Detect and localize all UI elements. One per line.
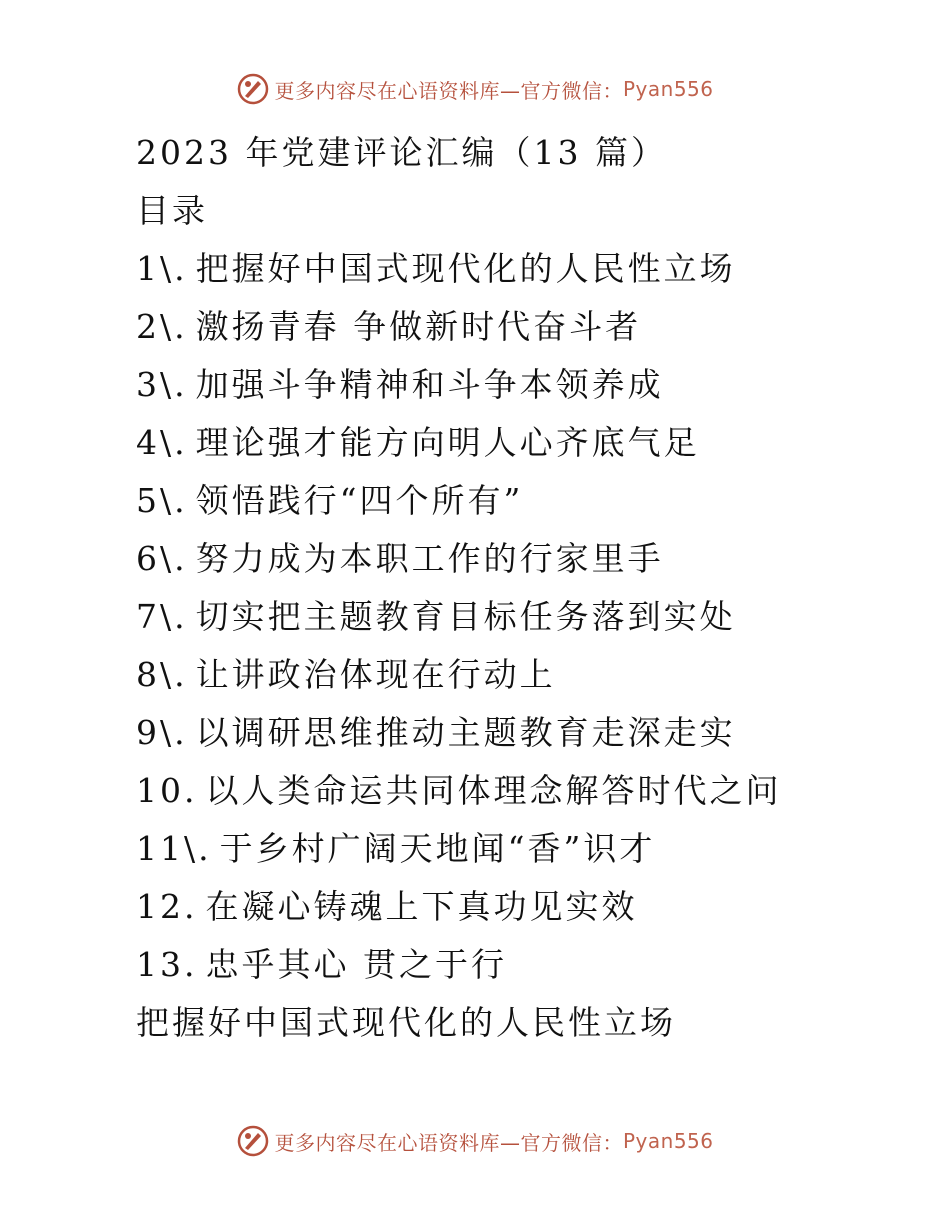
toc-item [136,704,926,762]
toc-item [136,240,926,298]
logo-icon [236,72,270,106]
toc-item [136,472,926,530]
toc-item-number: 12. [136,887,198,926]
toc-item-number: 4\. [136,423,188,462]
document-body [136,124,926,1052]
watermark-footer [0,1124,950,1158]
section-heading: 把握好中国式现代化的人民性立场 [136,1003,676,1042]
watermark-header [0,72,950,106]
watermark-id: Pyan556 [622,1129,714,1153]
toc-item-text: 以调研思维推动主题教育走深走实 [195,713,736,752]
toc-item [136,878,926,936]
toc-item [136,356,926,414]
toc-item [136,530,926,588]
toc-item-text: 以人类命运共同体理念解答时代之问 [205,771,782,810]
toc-item-text: 在凝心铸魂上下真功见实效 [205,887,638,926]
toc-item-text: 理论强才能方向明人心齐底气足 [195,423,700,462]
table-of-contents [136,240,926,994]
watermark-text: 更多内容尽在心语资料库—官方微信： [274,78,623,103]
toc-item-text: 激扬青春 争做新时代奋斗者 [195,307,642,346]
toc-item-text: 切实把主题教育目标任务落到实处 [195,597,736,636]
toc-item-number: 7\. [136,597,188,636]
toc-item [136,820,926,878]
toc-item-text: 于乡村广阔天地闻“香”识才 [219,829,656,868]
toc-item-text: 领悟践行“四个所有” [195,481,524,520]
watermark-text: 更多内容尽在心语资料库—官方微信： [274,1130,623,1155]
toc-item-number: 5\. [136,481,188,520]
logo-icon [236,1124,270,1158]
toc-item-text: 把握好中国式现代化的人民性立场 [195,249,736,288]
watermark-id: Pyan556 [622,77,714,101]
toc-item [136,414,926,472]
toc-item-number: 9\. [136,713,188,752]
document-title: 2023 年党建评论汇编（13 篇） [136,133,667,172]
toc-item-number: 13. [136,945,198,984]
toc-item [136,646,926,704]
toc-heading: 目录 [136,191,208,230]
toc-item-number: 10. [136,771,198,810]
toc-item [136,298,926,356]
toc-item-number: 1\. [136,249,188,288]
toc-item-number: 6\. [136,539,188,578]
toc-item-number: 8\. [136,655,188,694]
toc-item [136,762,926,820]
toc-item-number: 11\. [136,829,212,868]
toc-item-text: 让讲政治体现在行动上 [195,655,556,694]
toc-item [136,936,926,994]
toc-item-number: 3\. [136,365,188,404]
toc-item [136,588,926,646]
toc-item-text: 加强斗争精神和斗争本领养成 [195,365,664,404]
toc-item-text: 努力成为本职工作的行家里手 [195,539,664,578]
toc-item-text: 忠乎其心 贯之于行 [205,945,507,984]
toc-item-number: 2\. [136,307,188,346]
